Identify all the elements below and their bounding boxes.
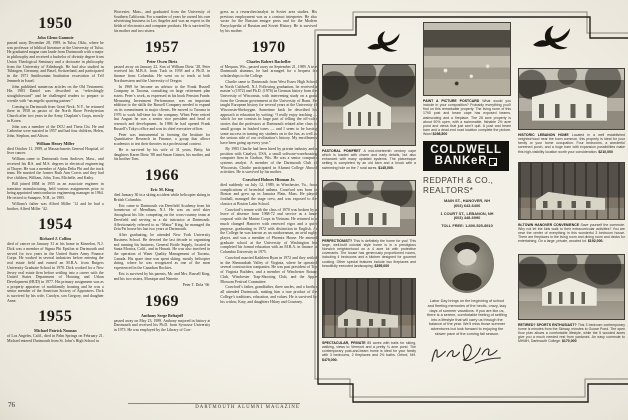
obituary-paragraph: Bill joined IBM in 1955 as an associate engineer in transistor manufacturing, held various assignments prior to being appointed semiconductor engineering manager in 1964. He retired to Sunapee, N.H., in 1985. [7,181,104,201]
realtor-name-line1: REDPATH & CO., [423,176,494,186]
obituary-paragraph: died January 30 in a skiing accident while helicopter skiing in British Columbia. [113,193,211,202]
listing-spectacular-private [322,278,416,362]
obituary-paragraph: William came to Dartmouth from Andover, Mass., and received his B.S. and M.S. degrees in electrical engineering at Thayer. He was a member of Alpha Delta Phi and the track team. He married the former Ruth Ann Cravis and they had five children, William, John, Tom, Michelle, and Kathy. [7,157,104,181]
obituary-column-1 [7,10,104,403]
obituary-name: Richard J. Collins [39,236,72,242]
realtor-address-2: 1 COURT ST., LEBANON, NH [440,210,494,216]
listing-caption [322,149,416,170]
listing-pastoral-pomfret [322,64,416,170]
listing-title: RETIRED? SPORTS ENTHUSIAST? [518,322,578,327]
listing-caption [322,341,416,362]
listing-title: PAINT A PICTURE POSTCARD [423,99,483,103]
obituary-paragraph: William’s father was Alfred Miller ’12 and he had a brother, Alfred Miller ’42. [7,201,104,211]
listing-price: $395,000 [374,263,390,268]
realtor-address-1: MAIN ST., HANOVER, NH [443,198,491,204]
obituary-paragraph: Crawford’s father, grandfather, three uncles, and a brother all attended Dartmouth, making him a true product of the College’s traditions, education, and values. He is survived by his widow, Katy, and daughters Hilary and Courtney. [220,285,318,304]
obituary-column-3 [220,10,317,403]
obituary-paragraph: After graduating, he attended New York University Business School. He devoted the last decade to organizing and running his business, General Bottle Supply, located in Santa Monica, Calif., and in Hawaii. He was also involved in the operation of Water Quality Management of Toronto, Canada. His spare time was spent skiing, mostly helicopter skiing, where he was recognized as one of the most experienced in the Canadian Rockies. [113,233,211,271]
listing-price: $145,000. [378,165,394,170]
listing-price: $475,000. [322,357,338,362]
obituary-paragraph: died of cancer on January 31 at his home in Kinnelon, N.J. Dick was a member of Sigma Phi Epsilon at Dartmouth and served for two years in the United States Army Finance Corps. He worked in several industries before entering the real estate field and earned an M.B.A. from Rutgers University Graduate School in 1970. Dick worked for a New Jersey real estate firm before settling into a career with the United States Department of Housing and Urban Development (HUD) in 1977. His primary assignment was as a property appraiser of multifamily housing and he was a senior member of the American Society of Appraisers. Dick is survived by his wife, Carolyn, son Gregory, and daughter Anne. [7,242,104,303]
class-year-heading: 1957 [145,38,179,56]
obituary-signature: Peter T. Dola ’66 [182,282,210,287]
listing-title: HISTORIC LEBANON HOME [518,133,572,137]
realtor-phone-2: (603) 448-6990 [453,215,481,221]
obituary-name: Anthony Serge Beltajeff [140,312,184,318]
obituary-name: Eric M. King [150,187,174,193]
obituary-paragraph: died suddenly on July 12, 1989, in Winchester, Va., from complications of bronchial asthma. Crawford was born in Boston and grew up in Jamaica Plain, Mass. He played football, managed the stage crew, and was exposed to the classics at Boston Latin School. [220,183,318,206]
listing-title: PASTORAL POMFRET [322,149,364,153]
listing-body: Located in a well established neighborhood near the town common, this property is ideal for your family or your home occupation. Four bedrooms, a wonderful screened porch, and a huge barn with expansion possibilities make this high-visibility location worth your consideration. [518,133,625,154]
listing-price: $210,000 [598,149,613,154]
obituary-paragraph: passed away December 28, 1989, in Tulsa, Okla., where he was professor of biblical literature at the University of Tulsa. He graduated magna cum laude from Dartmouth with a major in philosophy and received a bachelor of divinity degree from Union Theological Seminary and a doctorate in philosophy from the University of Edinburgh. He had also studied in Tübingen, Germany, and Basel, Switzerland, and participated in the 1971 Smithsonian Institution excavation of Tell Jemmeh in Israel. [7,41,104,83]
obituary-name: Charles Robert Bacheller [246,58,291,64]
listing-photo [518,162,625,220]
listing-photo [518,254,625,320]
class-year-heading: 1955 [38,308,73,326]
coldwell-banker-square-icon [489,158,497,166]
obituary-paragraph: passed away on January 22. Son of William Dietz ’28, Peter received his M.B.A. from Tuck in 1958 and a Ph.D. in finance from Columbia. He went on to teach at both Northwestern and the University of Oregon. [113,64,211,83]
obituary-paragraph: Eric is survived by his parents, Mr. and Mrs. Russell King, and his two sisters, Monique and Nanette. [113,271,211,281]
obituary-paragraph: Charlie came to Dartmouth from West Essex High School in North Caldwell, N.J. Following graduation, he received a master’s (1972) and Ph.D. (1976) in German history from the University of Wisconsin, with intervening study on a grant from the German government at the University of Bonn. He taught European history for several years at the University of Wisconsin-Sheboygan. Sometime back he described his approach to education by writing: “I really enjoy teaching — which for me consists in large part of telling the off-color stories that the professors at Dartmouth related after class to small groups in hushed tones — and I seem to be having some success in turning my students on to the fun, as well as the serious side of our civilization’s history. My enrollments have been going up every year.” [220,79,318,145]
obituary-name: Crawford Holmes Hinman Jr. [242,177,295,183]
class-year-heading: 1969 [145,292,179,310]
house-graphic [338,309,399,328]
listing-price: $298,500 [432,132,448,137]
magazine-footer: DARTMOUTH ALUMNI MAGAZINE [195,405,300,410]
obituary-column-2 [114,10,211,403]
obituary-paragraph: gress as a researcher/analyst in Soviet area studies. His previous employment was as a contract interpreter. He also wrote for the Russian emigre press and for the Modern Encyclopedia of Russian and Soviet History. He is survived by his mother. [220,10,318,33]
listing-body: This 3 bedroom contemporary home is minutes from the Skiway, minutes to Goose Pond. The open floor plan allows a comfortable lifestyle, while the 5 wooded acres give you a much needed rest from yardwork. An easy commute to MHMH, Dartmouth College. [518,322,625,344]
obituary-name: Peter Owen Dietz [146,58,178,64]
realtor-name-line2: REALTORS* [423,185,474,195]
coldwell-banker-logo-line2 [423,156,509,167]
listing-caption [518,133,625,154]
listing-body: Save yourself the commute. Why not let the kids walk to their extracurricular activities? You are near the center of everything in this wonderful 3 bedroom house. There are fireplaces in the living room and dining room and decks for entertaining. On a large, private, wooded lot. [518,222,625,244]
realtor-tollfree: TOLL FREE: 1-800-525-8910 [441,222,493,228]
obituary-paragraph: passed away on May 23, 1989. Anthony majored in history at Dartmouth and received his Ph.D. from Syracuse University in 1973. He was employed by the Library of Con- [113,318,211,332]
listing-body: This is definitely the home for you! This large, well-built colonial style home is in a prestigious Norwich neighborhood on a 4 acre lot with protective covenants. The house has generously proportioned rooms, including 4 bedrooms and a kitchen designed for gourmet cooking. Other special features include two fireplaces and beautifully executed landscaping. [322,238,416,268]
obituary-name: Michael Patrick Noonan [33,328,77,334]
obituary-paragraph: He is survived by his wife of 31 years, Betty, his daughters Karen Dietz ’88 and Susan Grimes, his mother, and his brother Tom. [113,148,211,162]
listing-title: PERFECTIONIST? [322,238,354,243]
listing-photo [322,278,416,338]
ad-column-right [518,0,625,343]
coldwell-banker-logo-line1: COLDWELL [430,144,502,157]
coldwell-banker-logo [423,141,509,171]
footer-rule [128,403,300,404]
page-number: 76 [8,401,15,409]
house-graphic [536,192,605,210]
obituary-paragraph: Crawford’s tenure with the class of 1970 was broken by a leave of absence from 1968-72 and service as a lance corporal with the Marine Corps in Vietnam. He returned to a much changed Hanover with renewed vigor and a quiet purpose, graduating in 1972 with distinction in English. At the College he was known as an outdoorsman, an avid rugby player, and was a member of Phoenix House. He entered graduate school at the University of Washington but completed his formal education with an M.B.A. in finance at Columbia University in 1975. [220,207,318,255]
house-graphic [532,87,608,121]
listing-price: $170,000 [561,339,577,344]
realtor-name [423,176,511,195]
house-graphic [334,197,400,227]
house-graphic [343,94,391,129]
obituary-paragraph: Coming to Dartmouth from Great Neck, N.Y., he returned there in 1958 as pastor of the North Shore Presbyterian Church after two years in the Army Chaplain’s Corps, mostly in Korea. [7,104,104,123]
class-year-heading: 1970 [251,38,286,56]
obituary-name: William Henry Miller [36,140,75,146]
ad-column-middle [423,0,511,368]
obituary-paragraph: By 1983 Charlie had been hired by private industry and a position with Catalyst, USA, a small software-warehousing computer firm in Grafton, Wis. He was a senior computer systems analyst. A member of the Dartmouth Club of Wisconsin, Charlie participated in Alumni College Abroad activities. He is survived by his mother. [220,146,318,175]
listing-retired-sports-enthusiast [518,254,625,344]
listing-photo [322,64,416,146]
listing-title: IN-TOWN HANOVER CONVENIENCE [518,222,581,227]
listing-caption [423,99,511,136]
realtor-phone-1: (603) 643-6406 [453,203,481,209]
class-year-heading: 1950 [38,15,73,32]
realtor-portrait-photo [440,235,494,293]
listing-title: SPECTACULAR, PRIVATE [322,340,368,345]
listing-photo [423,22,511,96]
obituary-paragraph: Crawford married Kathleen Ryan in 1972 and they settled in the Shenandoah Valley of Virginia, where he operated several construction companies. He was past president of Top of Virginia Builders, and a member of Winchester Rotary Club, Winchester Trap-Shooting Club, and the Apple Blossom Festival Committee. [220,255,318,284]
listing-body: What would you include in your composition? Probably everything you’ll find on this remarkable property. The living room of this 1790 post and beam cape has exposed beams, wainscoting and a fireplace. The 26 acre property is about 90% open, with a swimmable, fishable 2½ acre pond and views that just won’t quit. A post and beam barn and a dead-end road location complete the picture. Wow! [423,99,512,137]
obituary-paragraph: Peter was instrumental in forming the Institute for Quantitative Research in Finance, a group that allows academics to test their theories in a professional context. [113,132,211,147]
obituary-paragraph: Eric came to Dartmouth via Deerfield Academy from his hometown of Mendham, N.J. He was an avid skier throughout his life, competing on the cross-country team at Deerfield and serving as a ski instructor at Dartmouth. Affectionately referred to as “Mator” King, he managed the Zeta Psi house his last two years at Dartmouth. [113,203,211,232]
listing-photo [518,68,625,130]
class-year-heading: 1966 [145,167,179,185]
obituary-paragraph: of Los Angeles, Calif., died in Palm Springs on February 21. Michael entered Dartmouth from St. John’s High School in [7,334,104,344]
ned-redpath-signature [425,338,509,368]
obituaries-section [7,10,317,403]
realtor-message: Labor Day brings on the beginning of school and fleeting memories of the hectic, crazy, lazy days of summer vacations. If you are like us, there is a serene, comfortable feeling of settling into a lifestyle that will carry us through the balance of the year. We’ll miss those summer adventures but look forward to enjoying the slower pace of the coming fall season. [427,299,507,336]
class-year-heading: 1954 [38,216,73,234]
obituary-paragraph: died October 11, 1989, at Massachusetts General Hospital, of liver cancer. [7,146,104,156]
listing-paint-a-picture-postcard [423,22,511,136]
obituary-paragraph: John published numerous articles on the Old Testament. His 1983 Daniel was described as “refreshingly straightforward” and he challenged readers to prepare to wrestle with “an angelic sparring partner.” [7,84,104,103]
listing-photo [322,180,416,236]
listing-in-town-hanover [518,162,625,244]
obituary-paragraph: John was a member of the DCU and Theta Chi. He and Catherine were married in 1957 and had four children, Helen, John, Stephan, and Alison. [7,124,104,138]
obituary-paragraph: Worcester, Mass., and graduated from the University of Southern California. For a number of years he owned his own advertising business in Los Angeles and was an expert in the fields of electronics and computer products. He is survived by his mother and two sisters. [113,10,211,33]
realtor-contact-info [423,199,511,228]
obituary-name: John Glenn Gammie [37,35,74,40]
listing-price: $192,000. [587,239,604,244]
obituary-paragraph: of Mequon, Wis., passed away on September 21, 1989. A true Dartmouth alumnus, he had arranged for a bequest for scholarships to the College. [220,64,318,78]
listing-body: 85 acres with trails for skiing, walking, views to Vermont and a pretty ¾ acre pond. The contemporary post-and-beam home is ideal for your family with 3 bedrooms, 2 fireplaces and 2½ baths. Orford, NH. [322,340,416,358]
listing-perfectionist [322,180,416,268]
house-graphic [542,278,597,306]
obituary-paragraph: In 1969 he became an advisor to the Frank Russell Company in Tacoma, consulting on large retirement plan assets. Peter’s work, as expressed in his book Pension Funds: Measuring Investment Performance, was an important addition to the skills the Russell Company needed to expand on its commitment to major clients. He moved to Tacoma in 1976 to work full-time for the company. When Peter retired last August he was a senior vice president and head of research and development. In 1986 he had opened Frank Russell’s Tokyo office and was its chief executive officer. [113,84,211,131]
listing-body: A mid-nineteenth century cape which is loaded with charm and early details, but also enhanced with many updated systems. The picturesque setting is completed by an old barn and a brook with a swimming hole on the 7 rural acres. [322,149,417,170]
listing-caption [322,239,416,268]
listing-caption [518,223,625,244]
listing-caption [518,323,625,344]
coldwell-banker-logo-text: BANKeR [434,155,488,168]
real-estate-ads-section [310,0,628,420]
listing-historic-lebanon-home [518,68,625,154]
ad-column-left [322,0,416,362]
